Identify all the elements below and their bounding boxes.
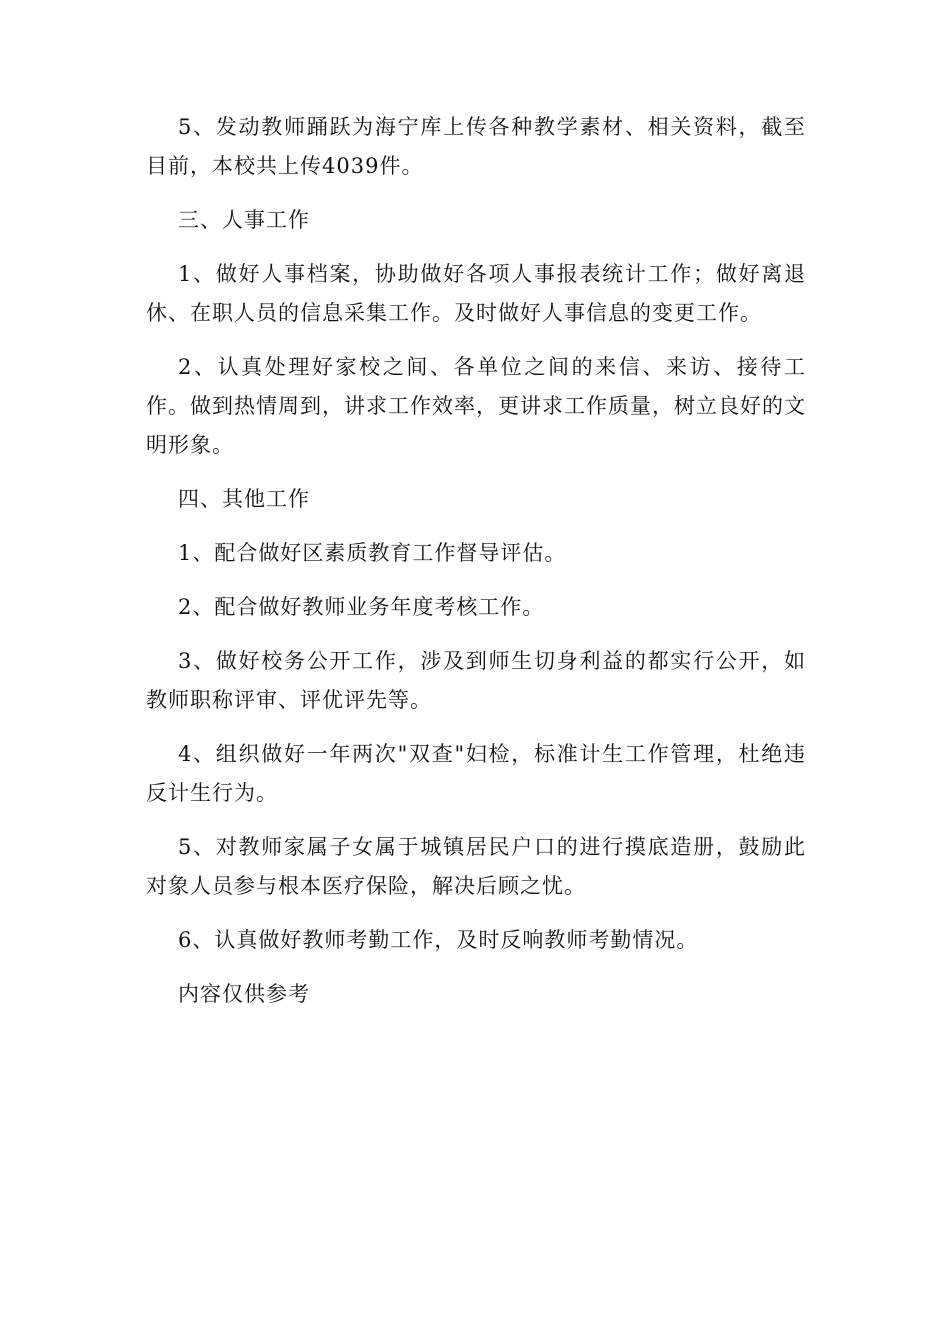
paragraph-personnel-files: 1、做好人事档案，协助做好各项人事报表统计工作；做好离退休、在职人员的信息采集工作。及时做好人事信息的变更工作。	[146, 262, 806, 325]
reference-note: 内容仅供参考	[178, 982, 310, 1006]
paragraph-health-checks: 4、组织做好一年两次"双查"妇检，标准计生工作管理，杜绝违反计生行为。	[146, 742, 806, 805]
paragraph-annual-assessment: 2、配合做好教师业务年度考核工作。	[178, 595, 545, 619]
section-heading-personnel: 三、人事工作	[178, 208, 310, 232]
paragraph-upload-materials: 5、发动教师踊跃为海宁库上传各种教学素材、相关资料，截至目前，本校共上传4039件。	[146, 115, 806, 178]
section-heading-other: 四、其他工作	[178, 487, 310, 511]
paragraph-school-affairs: 3、做好校务公开工作，涉及到师生切身利益的都实行公开，如教师职称评审、评优评先等。	[146, 649, 806, 712]
document-body	[146, 108, 806, 1029]
paragraph-attendance: 6、认真做好教师考勤工作，及时反响教师考勤情况。	[178, 928, 699, 952]
paragraph-medical-insurance: 5、对教师家属子女属于城镇居民户口的进行摸底造册，鼓励此对象人员参与根本医疗保险，解决后顾之忧。	[146, 835, 806, 898]
paragraph-visits-reception: 2、认真处理好家校之间、各单位之间的来信、来访、接待工作。做到热情周到，讲求工作效率，更讲求工作质量，树立良好的文明形象。	[146, 355, 806, 457]
paragraph-quality-education: 1、配合做好区素质教育工作督导评估。	[178, 541, 567, 565]
